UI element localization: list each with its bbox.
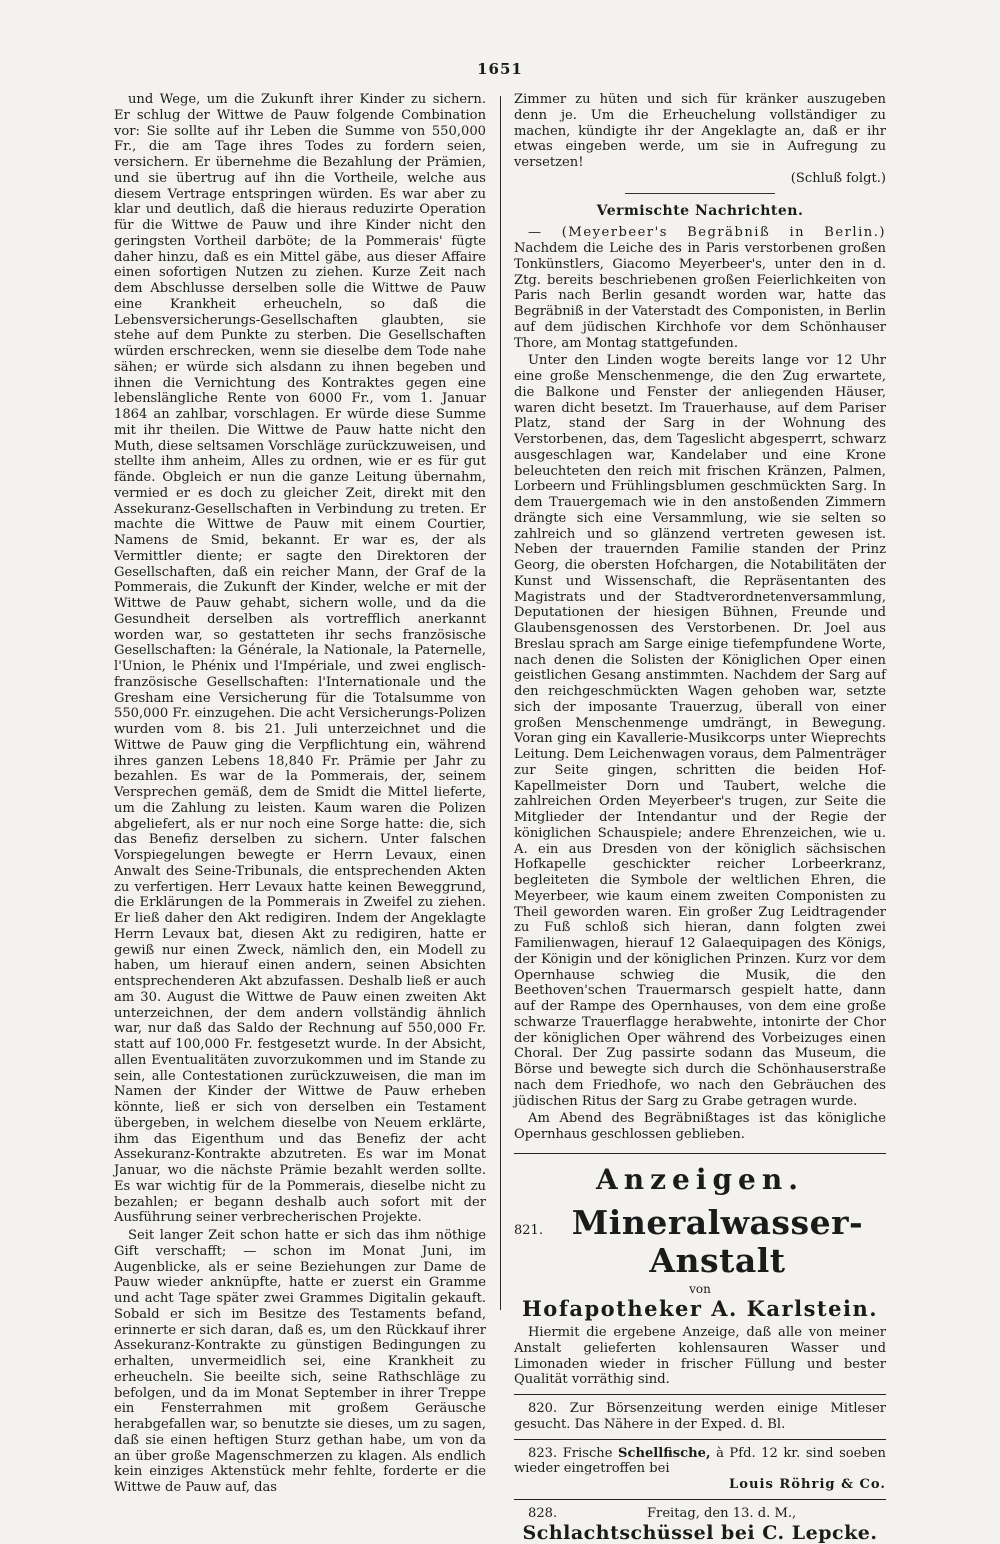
ad-headline: Mineralwasser-Anstalt	[571, 1202, 864, 1280]
news-body-1: Nachdem die Leiche des in Paris verstorbenen großen Tonkünstlers, Giacomo Meyerbeer's, unter den in d. Ztg. bereits beschriebenen großen Feierlichkeiten von Paris nach Berlin gesandt worden war, hatte das Begräbniß in der Vaterstadt des Componisten, in Berlin auf dem jüdischen Kirchhofe vor dem Schönhauser Thore, am Montag stattgefunden.	[514, 241, 886, 351]
ad-headline: Schlachtschüssel bei C. Lepcke.	[522, 1521, 878, 1544]
ad-separator	[514, 1394, 886, 1395]
ad-body-b: à Pfd. 12 kr. sind soeben wieder eingetroffen bei	[514, 1445, 886, 1477]
ad-body: Zur Börsenzeitung werden einige Mitleser gesucht. Das Nähere in der Exped. d. Bl.	[514, 1401, 886, 1432]
ad-schellfische-line	[514, 1446, 886, 1478]
column-divider	[500, 96, 501, 1310]
ad-schlachtschuessel	[514, 1506, 886, 1542]
ad-mineralwasser	[514, 1204, 886, 1389]
news-paragraph-2: Unter den Linden wogte bereits lange vor 12 Uhr eine große Menschenmenge, die den Zug erwartete, die Balkone und Fenster der anliegenden Häuser, waren dicht besetzt. Im Trauerhause, auf dem Pariser Platz, stand der Sarg in der Wohnung des Verstorbenen, das, dem Tageslicht abgesperrt, schwarz ausgeschlagen war, Kandelaber und eine Krone beleuchteten den reich mit frischen Kränzen, Palmen, Lorbeern und Frühlingsblumen geschmückten Sarg. In dem Trauergemach wie in den anstoßenden Zimmern drängte sich eine Versammlung, wie sie selten so zahlreich und so glänzend vertreten gewesen ist. Neben der trauernden Familie standen der Prinz Georg, die obersten Hofchargen, die Notabilitäten der Kunst und Wissenschaft, die Repräsentanten des Magistrats und der Stadtverordnetenversammlung, Deputationen der hiesigen Bühnen, Freunde und Glaubensgenossen des Verstorbenen. Dr. Joel aus Breslau sprach am Sarge einige tiefempfundene Worte, nach denen die Solisten der Königlichen Oper einen geistlichen Gesang anstimmten. Nachdem der Sarg auf den reichgeschmückten Wagen gehoben war, setzte sich der imposante Trauerzug, überall von einer großen Menschenmenge umdrängt, in Bewegung. Voran ging ein Kavallerie-Musikcorps unter Wieprechts Leitung. Dem Leichenwagen voraus, dem Palmenträger zur Seite gingen, schritten die beiden Hof-Kapellmeister Dorn und Taubert, welche die zahlreichen Orden Meyerbeer's trugen, zur Seite die Mitglieder der Intendantur und der Regie der königlichen Schauspiele; andere Ehrenzeichen, wie u. A. ein aus Dresden von der königlich sächsischen Hofkapelle geschickter reicher Lorbeerkranz, begleiteten die Symbole der weltlichen Ehren, die Meyerbeer, wie kaum einem zweiten Componisten zu Theil geworden waren. Ein großer Zug Leidtragender zu Fuß schloß sich hieran, dann folgten zwei Familienwagen, hierauf 12 Galaequipagen des Königs, der Königin und der königlichen Prinzen. Kurz vor dem Opernhause schwieg die Musik, die den Beethoven'schen Trauermarsch gespielt hatte, dann auf der Rampe des Opernhauses, von dem eine große schwarze Trauerflagge herabwehte, intonirte der Chor der königlichen Oper während des Vorbeizuges einen Choral. Der Zug passirte sodann das Museum, die Börse und bewegte sich durch die Schönhauserstraße nach dem Friedhofe, wo nach den Gebräuchen des jüdischen Ritus der Sarg zu Grabe getragen wurde.	[514, 353, 886, 1109]
ad-number: 821.	[514, 1222, 543, 1238]
ad-product: Schellfische,	[618, 1445, 711, 1461]
news-lead: — (Meyerbeer's Begräbniß in Berlin.)	[528, 225, 886, 241]
section-separator	[625, 193, 775, 194]
ad-number: 828.	[528, 1505, 558, 1521]
news-section-title: Vermischte Nachrichten.	[596, 202, 804, 219]
left-paragraph-2: Seit langer Zeit schon hatte er sich das ihm nöthige Gift verschafft; — schon im Monat Juni, im Augenblicke, als er seine Beziehungen zur Dame de Pauw wieder anknüpfte, hatte er zuerst ein Gramme und acht Tage später zwei Grammes Digitalin gekauft. Sobald er sich im Besitze des Testaments befand, erinnerte er sich daran, daß es, um den Rückkauf ihrer Assekuranz-Kontrakte zu günstigen Bedingungen zu erhalten, unvermeidlich sei, eine Krankheit zu erheucheln. Sie beeilte sich, seine Rathschläge zu befolgen, und da im Monat September in ihrer Treppe ein Fensterrahmen mit großem Geräusche herabgefallen war, so benutzte sie dieses, um zu sagen, daß sie einen heftigen Sturz gethan habe, um von da an über große Magenschmerzen zu klagen. Als endlich kein einziges Aktenstück mehr fehlte, forderte er die Wittwe de Pauw auf, das	[114, 1228, 486, 1495]
story-continuation: Zimmer zu hüten und sich für kränker auszugeben denn je. Um die Erheuchelung vollständiger zu machen, kündigte ihr der Angeklagte an, daß er ihr etwas eingeben werde, um sie in Aufregung zu versetzen!	[514, 92, 886, 170]
ad-date-line	[514, 1506, 886, 1522]
news-paragraph-1	[514, 225, 886, 351]
ad-body: Hiermit die ergebene Anzeige, daß alle von meiner Anstalt gelieferten kohlensauren Wasser und Limonaden wieder in frischer Füllung und bester Qualität vorräthig sind.	[514, 1325, 886, 1388]
ad-boersen-line	[514, 1401, 886, 1433]
ad-von: von	[689, 1281, 711, 1296]
ad-boersenzeitung	[514, 1401, 886, 1433]
left-column	[114, 92, 486, 1496]
ad-separator	[514, 1439, 886, 1440]
ad-schellfische	[514, 1446, 886, 1493]
left-paragraph-1: und Wege, um die Zukunft ihrer Kinder zu sichern. Er schlug der Wittwe de Pauw folgende Combination vor: Sie sollte auf ihr Leben die Summe von 550,000 Fr., die am Tage ihres Todes zu fordern seien, versichern. Er übernehme die Bezahlung der Prämien, und sie übertrug auf ihn die Vortheile, welche aus diesem Vertrage entspringen würden. Es war aber zu klar und deutlich, daß die hieraus reduzirte Operation für die Wittwe de Pauw und ihre Kinder nicht den geringsten Vortheil darböte; de la Pommerais' fügte daher hinzu, daß es ein Mittel gäbe, aus dieser Affaire einen sofortigen Nutzen zu ziehen. Kurze Zeit nach dem Abschlusse derselben solle die Wittwe de Pauw eine Krankheit erheucheln, so daß die Lebensversicherungs-Gesellschaften glaubten, sie stehe auf dem Punkte zu sterben. Die Gesellschaften würden erschrecken, wenn sie dieselbe dem Tode nahe sähen; er würde sich alsdann zu ihnen begeben und ihnen die Vernichtung des Kontraktes gegen eine lebenslängliche Rente von 6000 Fr., vom 1. Januar 1864 an zahlbar, vorschlagen. Er würde diese Summe mit ihr theilen. Die Wittwe de Pauw hatte nicht den Muth, diese seltsamen Vorschläge zurückzuweisen, und stellte ihm anheim, Alles zu ordnen, wie er es für gut fände. Obgleich er nun die ganze Leitung übernahm, vermied er es doch zu gleicher Zeit, direkt mit den Assekuranz-Gesellschaften in Verbindung zu treten. Er machte die Wittwe de Pauw mit einem Courtier, Namens de Smid, bekannt. Er war es, der als Vermittler diente; er sagte den Direktoren der Gesellschaften, daß ein reicher Mann, der Graf de la Pommerais, die Zukunft der Kinder, welche er mit der Wittwe de Pauw gehabt, sichern wolle, und da die Gesundheit derselben als vortrefflich anerkannt worden war, so gestatteten ihr sechs französische Gesellschaften: la Générale, la Nationale, la Paternelle, l'Union, le Phénix und l'Impériale, und zwei englisch-französische Gesellschaften: l'Internationale und the Gresham eine Versicherung für die Totalsumme von 550,000 Fr. einzugehen. Die acht Versicherungs-Polizen wurden vom 8. bis 21. Juli unterzeichnet und die Wittwe de Pauw ging die Verpflichtung ein, während ihres ganzen Lebens 18,840 Fr. Prämie per Jahr zu bezahlen. Es war de la Pommerais, der, seinem Versprechen gemäß, dem de Smidt die Mittel lieferte, um die Zahlung zu leisten. Kaum waren die Polizen abgeliefert, als er nur noch eine Sorge hatte: die, sich das Benefiz derselben zu sichern. Unter falschen Vorspiegelungen bewegte er Herrn Levaux, einen Anwalt des Seine-Tribunals, die entsprechenden Akten zu verfertigen. Herr Levaux hatte keinen Beweggrund, die Erklärungen de la Pommerais in Zweifel zu ziehen. Er ließ daher den Akt redigiren. Indem der Angeklagte Herrn Levaux bat, diesen Akt zu redigiren, hatte er gewiß nur einen Zweck, nämlich den, ein Modell zu haben, um hierauf einen andern, seinen Absichten entsprechenderen Akt abzufassen. Deshalb ließ er auch am 30. August die Wittwe de Pauw einen zweiten Akt unterzeichnen, der dem andern vollständig ähnlich war, nur daß das Saldo der Rechnung auf 550,000 Fr. statt auf 100,000 Fr. festgesetzt wurde. In der Absicht, allen Eventualitäten zuvorzukommen und im Stande zu sein, alle Contestationen zurückzuweisen, die man im Namen der Kinder der Wittwe de Pauw erheben könnte, ließ er sich von derselben ein Testament übergeben, in welchem dieselbe von Neuem erklärte, ihm das Eigenthum und das Benefiz der acht Assekuranz-Kontrakte abzutreten. Es war im Monat Januar, wo die nächste Prämie bezahlt werden sollte. Es war wichtig für de la Pommerais, dieselbe nicht zu bezahlen; er begann deshalb auch sofort mit der Ausführung seiner verbrecherischen Projekte.	[114, 92, 486, 1226]
ads-section-title: Anzeigen.	[596, 1162, 804, 1196]
ad-number: 823.	[528, 1445, 558, 1461]
ad-separator	[514, 1499, 886, 1500]
ad-number: 820.	[528, 1401, 558, 1416]
right-column	[514, 92, 886, 1544]
ad-date: Freitag, den 13. d. M.,	[646, 1505, 797, 1521]
news-paragraph-3: Am Abend des Begräbnißtages ist das königliche Opernhaus geschlossen geblieben.	[514, 1111, 886, 1142]
ad-signature: Louis Röhrig & Co.	[729, 1477, 886, 1492]
page-number: 1651	[477, 60, 523, 78]
ads-top-rule	[514, 1153, 886, 1154]
ad-owner: Hofapotheker A. Karlstein.	[521, 1296, 879, 1322]
to-be-continued: (Schluß folgt.)	[790, 170, 886, 186]
ad-body-a: Frische	[562, 1445, 613, 1461]
